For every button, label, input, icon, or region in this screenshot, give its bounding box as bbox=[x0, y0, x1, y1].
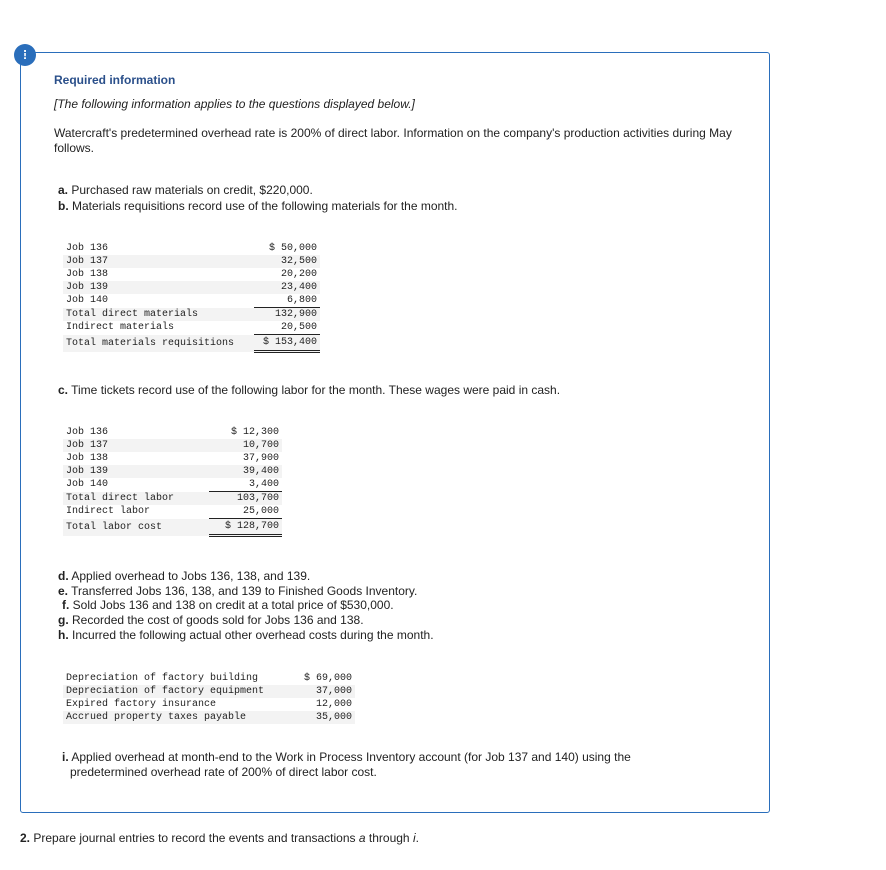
info-note: [The following information applies to the questions displayed below.] bbox=[54, 97, 415, 111]
materials-table bbox=[63, 242, 320, 353]
table-row: Total labor cost $ 128,700 bbox=[63, 519, 282, 536]
table-row: Total direct materials 132,900 bbox=[63, 308, 320, 322]
alert-icon: ! bbox=[14, 44, 36, 66]
intro-paragraph: Watercraft's predetermined overhead rate is 200% of direct labor. Information on the company's production activities during May follows. bbox=[54, 126, 732, 155]
table-row: Job 139 39,400 bbox=[63, 465, 282, 478]
table-row: Job 137 32,500 bbox=[63, 255, 320, 268]
item-f: f. Sold Jobs 136 and 138 on credit at a total price of $530,000. bbox=[62, 598, 394, 612]
overhead-table bbox=[63, 672, 355, 724]
item-e: e. Transferred Jobs 136, 138, and 139 to Finished Goods Inventory. bbox=[58, 584, 418, 598]
item-g: g. Recorded the cost of goods sold for Jobs 136 and 138. bbox=[58, 613, 364, 627]
table-row: Job 139 23,400 bbox=[63, 281, 320, 294]
table-row: Accrued property taxes payable 35,000 bbox=[63, 711, 355, 724]
table-row: Job 138 37,900 bbox=[66, 453, 279, 464]
table-row: Job 137 10,700 bbox=[63, 439, 282, 452]
item-b: b. Materials requisitions record use of the following materials for the month. bbox=[58, 199, 458, 213]
table-row: Depreciation of factory building $ 69,000 bbox=[66, 673, 352, 684]
table-row: Total materials requisitions $ 153,400 bbox=[63, 335, 320, 352]
table-row: Indirect labor 25,000 bbox=[63, 505, 282, 519]
item-i-continuation: predetermined overhead rate of 200% of direct labor cost. bbox=[70, 765, 377, 779]
item-d: d. Applied overhead to Jobs 136, 138, and 139. bbox=[58, 569, 311, 583]
item-a: a. Purchased raw materials on credit, $220,000. bbox=[58, 183, 313, 197]
table-row: Expired factory insurance 12,000 bbox=[66, 699, 352, 710]
item-i: i. Applied overhead at month-end to the Work in Process Inventory account (for Job 137 and 140) using the bbox=[62, 750, 631, 764]
question-prompt: 2. Prepare journal entries to record the events and transactions a through i. bbox=[20, 831, 419, 845]
table-row: Job 136 $ 50,000 bbox=[66, 243, 317, 254]
item-c: c. Time tickets record use of the following labor for the month. These wages were paid in cash. bbox=[58, 383, 561, 397]
table-row: Job 140 3,400 bbox=[63, 478, 282, 492]
table-row: Indirect materials 20,500 bbox=[63, 321, 320, 335]
table-row: Job 136 $ 12,300 bbox=[66, 427, 279, 438]
section-heading: Required information bbox=[54, 73, 176, 87]
labor-table bbox=[63, 426, 282, 537]
item-h: h. Incurred the following actual other overhead costs during the month. bbox=[58, 628, 434, 642]
table-row: Job 140 6,800 bbox=[63, 294, 320, 308]
table-row: Depreciation of factory equipment 37,000 bbox=[63, 685, 355, 698]
table-row: Job 138 20,200 bbox=[66, 269, 317, 280]
table-row: Total direct labor 103,700 bbox=[63, 492, 282, 506]
